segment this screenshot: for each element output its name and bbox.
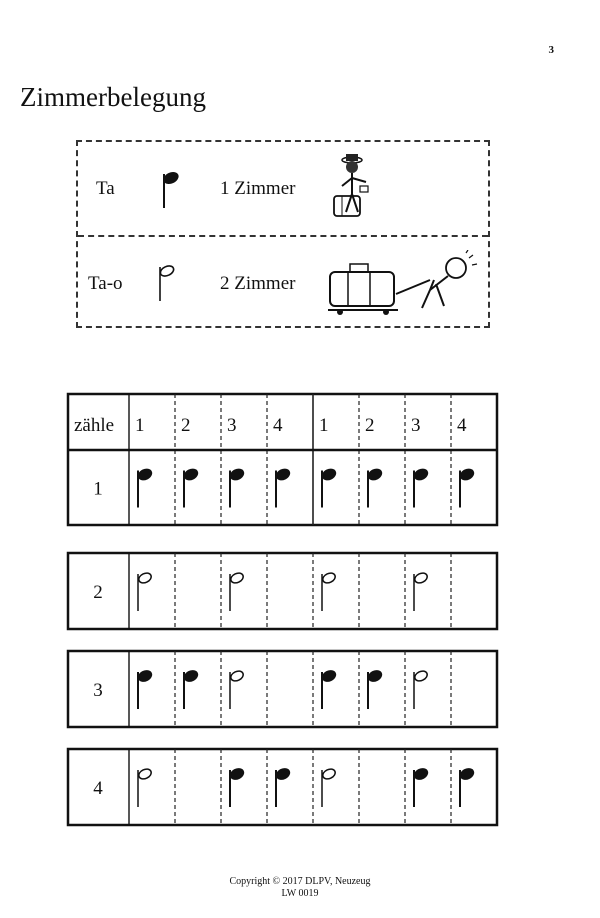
quarter-note-icon bbox=[274, 766, 292, 807]
half-note-icon bbox=[413, 571, 429, 611]
quarter-note-icon bbox=[320, 466, 338, 507]
quarter-note-icon bbox=[228, 766, 246, 807]
row-label: 2 bbox=[93, 582, 103, 603]
note-head bbox=[137, 571, 153, 585]
grid-block-border bbox=[68, 553, 497, 629]
half-note-icon bbox=[413, 669, 429, 709]
copyright-text: Copyright © 2017 DLPV, Neuzeug bbox=[229, 876, 371, 887]
legend-rooms-2: 2 Zimmer bbox=[220, 273, 296, 294]
legend-rooms-1: 1 Zimmer bbox=[220, 178, 296, 199]
count-header-label: zähle bbox=[74, 415, 115, 436]
row-label: 4 bbox=[93, 778, 103, 799]
quarter-note-icon bbox=[366, 668, 384, 709]
grid-block-border bbox=[68, 394, 497, 525]
row-label: 1 bbox=[93, 478, 103, 500]
quarter-note-icon bbox=[458, 766, 476, 807]
note-head bbox=[321, 767, 337, 781]
grid-lines bbox=[68, 394, 497, 825]
legend-syllable-ta-o: Ta-o bbox=[88, 273, 123, 294]
beat-number: 4 bbox=[273, 415, 283, 436]
beat-number: 3 bbox=[411, 415, 421, 436]
page-title: Zimmerbelegung bbox=[20, 82, 206, 112]
half-note-icon bbox=[229, 571, 245, 611]
product-code: LW 0019 bbox=[281, 888, 319, 899]
half-note-icon bbox=[137, 571, 153, 611]
page-number: 3 bbox=[548, 44, 554, 56]
quarter-note-icon bbox=[182, 466, 200, 507]
half-note-icon bbox=[137, 767, 153, 807]
quarter-note-icon bbox=[458, 466, 476, 507]
note-head bbox=[229, 571, 245, 585]
note-head bbox=[321, 571, 337, 585]
beat-number: 1 bbox=[135, 415, 145, 436]
beat-number: 2 bbox=[181, 415, 191, 436]
quarter-note-icon bbox=[366, 466, 384, 507]
beat-number: 1 bbox=[319, 415, 329, 436]
note-head bbox=[137, 767, 153, 781]
half-note-icon bbox=[321, 571, 337, 611]
beat-number: 2 bbox=[365, 415, 375, 436]
quarter-note-icon bbox=[412, 766, 430, 807]
row-label: 3 bbox=[93, 680, 103, 701]
quarter-note-icon bbox=[182, 668, 200, 709]
beat-number: 4 bbox=[457, 415, 467, 436]
quarter-note-icon bbox=[274, 466, 292, 507]
note-head bbox=[413, 669, 429, 683]
legend-syllable-ta: Ta bbox=[96, 178, 115, 199]
note-head bbox=[413, 571, 429, 585]
quarter-note-icon bbox=[228, 466, 246, 507]
quarter-note-icon bbox=[412, 466, 430, 507]
half-note-icon bbox=[229, 669, 245, 709]
grid-block-border bbox=[68, 749, 497, 825]
beat-number: 3 bbox=[227, 415, 237, 436]
grid-block-border bbox=[68, 651, 497, 727]
quarter-note-icon bbox=[136, 668, 154, 709]
note-head bbox=[229, 669, 245, 683]
quarter-note-icon bbox=[136, 466, 154, 507]
half-note-icon bbox=[321, 767, 337, 807]
quarter-note-icon bbox=[320, 668, 338, 709]
